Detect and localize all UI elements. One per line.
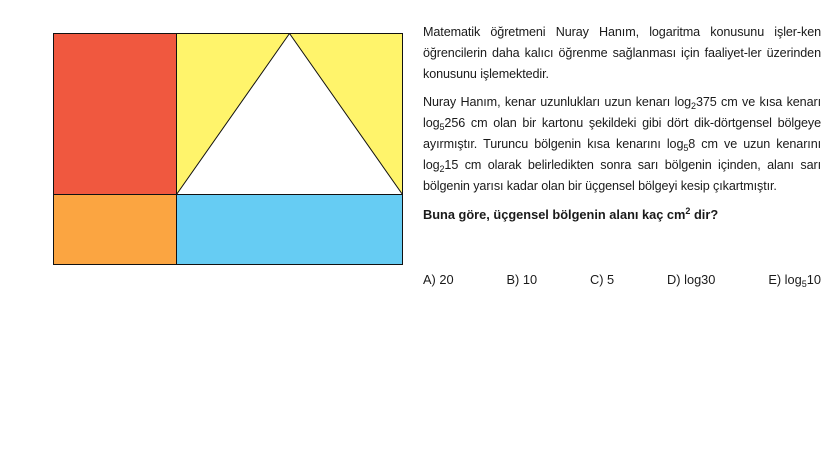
problem-text xyxy=(423,22,821,225)
option-d[interactable]: D) log30 xyxy=(667,272,716,287)
option-b[interactable]: B) 10 xyxy=(506,272,538,287)
problem-text-3: 256 cm olan bir kartonu şekildeki gibi dört dik-dörtgensel bölgeye ayırmıştır. Turuncu bölgenin kısa kenarını log xyxy=(423,116,821,151)
problem-text-1: Nuray Hanım, kenar uzunlukları uzun kenarı log xyxy=(423,95,692,109)
answer-options xyxy=(423,272,821,287)
log-base-1: 2 xyxy=(691,101,696,111)
unit-exponent: 2 xyxy=(685,206,691,216)
log-base-3: 5 xyxy=(683,143,689,153)
option-c[interactable]: C) 5 xyxy=(589,272,615,287)
problem-text-5: 15 cm olarak belirledikten sonra sarı bölgenin içinden, alanı sarı bölgenin yarısı kadar olan bir üçgensel bölgeyi kesip çıkartmıştır. xyxy=(423,158,821,193)
question-text xyxy=(423,204,821,225)
option-a[interactable]: A) 20 xyxy=(423,272,454,287)
problem-text-4: 8 cm ve uzun kenarını log xyxy=(423,137,821,172)
figure-svg xyxy=(53,33,403,265)
orange-region xyxy=(54,195,177,265)
question-text-2: dir? xyxy=(690,207,719,222)
option-e-base: 5 xyxy=(801,279,807,289)
log-base-2: 5 xyxy=(439,122,445,132)
intro-paragraph: Matematik öğretmeni Nuray Hanım, logaritma konusunu işler-ken öğrencilerin daha kalıcı öğrenme sağlanması için faaliyet-ler üzerinden konusunu işlemektedir. xyxy=(423,25,821,81)
problem-paragraph xyxy=(423,92,821,197)
red-region xyxy=(54,34,177,195)
option-e-prefix: E) log xyxy=(768,272,802,287)
question-text-1: Buna göre, üçgensel bölgenin alanı kaç cm xyxy=(423,207,686,222)
option-e-suffix: 10 xyxy=(806,272,821,287)
blue-region xyxy=(177,195,403,265)
rectangle-figure xyxy=(53,33,403,265)
option-e[interactable] xyxy=(768,272,821,287)
log-base-4: 2 xyxy=(439,164,445,174)
problem-text-2: 375 cm ve kısa kenarı log xyxy=(423,95,821,130)
